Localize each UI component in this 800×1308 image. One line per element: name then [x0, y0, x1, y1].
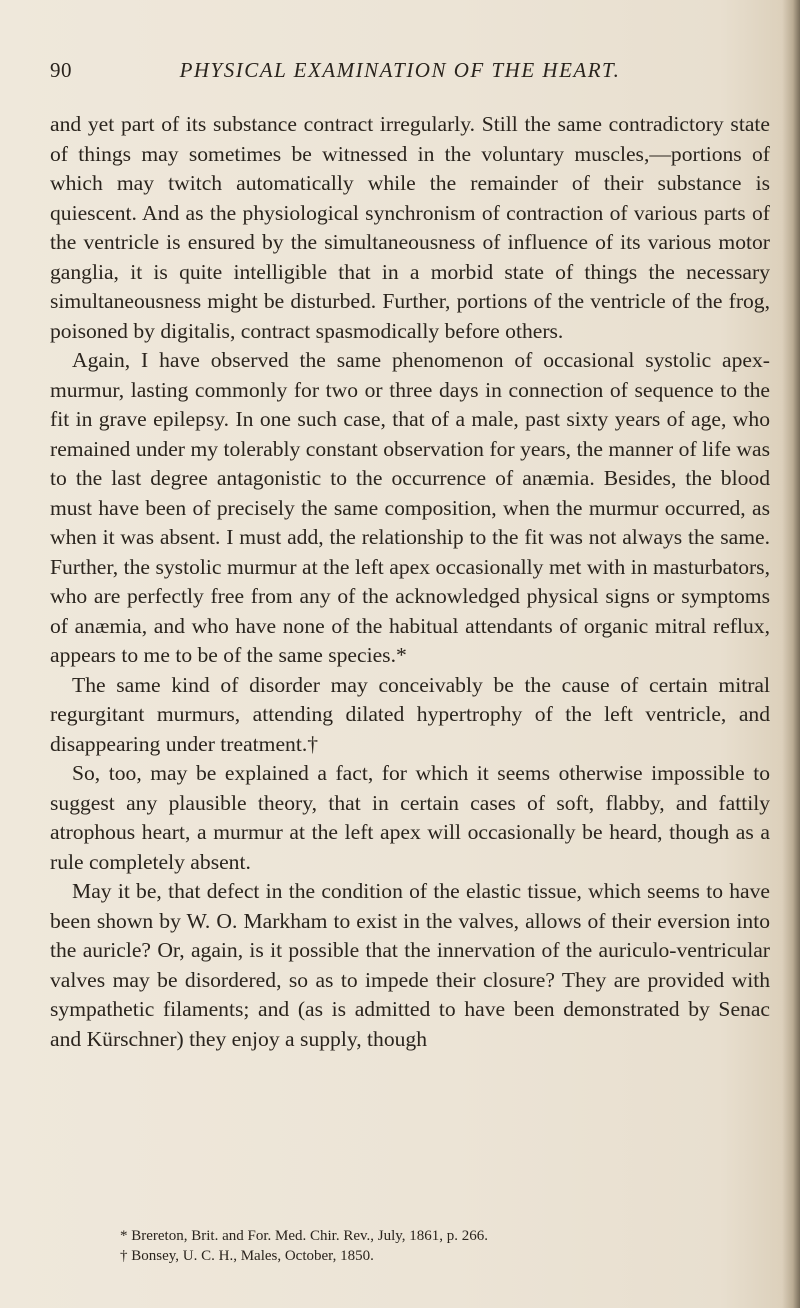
footnote-2: † Bonsey, U. C. H., Males, October, 1850. — [120, 1248, 374, 1264]
page-number: 90 — [50, 58, 72, 82]
body-text — [50, 110, 770, 1054]
paragraph-2: Again, I have observed the same phenomenon of occasional systolic apex-murmur, lasting commonly for two or three days in connection of sequence to the fit in grave epilepsy. In one such case, that of a male, past sixty years of age, who remained under my tolerably constant observation for years, the manner of life was to the last degree antagonistic to the occurrence of anæmia. Besides, the blood must have been of precisely the same composition, when the murmur occurred, as when it was absent. I must add, the relationship to the fit was not always the same. Further, the systolic murmur at the left apex occasionally met with in masturbators, who are perfectly free from any of the acknowledged physical signs or symptoms of anæmia, and who have none of the habitual attendants of organic mitral reflux, appears to me to be of the same species.* — [50, 348, 770, 667]
page-header — [50, 50, 750, 90]
running-head: PHYSICAL EXAMINATION OF THE HEART. — [179, 58, 621, 82]
page-edge-shadow — [782, 0, 800, 1308]
paragraph-5: May it be, that defect in the condition of the elastic tissue, which seems to have been shown by W. O. Markham to exist in the valves, allows of their eversion into the auricle? Or, again, is it possible that the innervation of the auriculo-ventricular valves may be disordered, so as to impede their closure? They are provided with sympathetic filaments; and (as is admitted to have been demonstrated by Senac and Kürschner) they enjoy a supply, though — [50, 879, 770, 1051]
footnotes — [120, 1226, 760, 1266]
paragraph-4: So, too, may be explained a fact, for which it seems otherwise impossible to suggest any plausible theory, that in certain cases of soft, flabby, and fattily atrophous heart, a murmur at the left apex will occasionally be heard, though as a rule completely absent. — [50, 761, 770, 874]
paragraph-3: The same kind of disorder may conceivably be the cause of certain mitral regurgitant murmurs, attending dilated hypertrophy of the left ventricle, and disappearing under treatment.† — [50, 672, 770, 756]
footnote-1: * Brereton, Brit. and For. Med. Chir. Rev., July, 1861, p. 266. — [120, 1228, 489, 1244]
paragraph-1: and yet part of its substance contract irregularly. Still the same contradictory state of things may sometimes be witnessed in the voluntary muscles,—portions of which may twitch automatically while the remainder of their substance is quiescent. And as the physiological synchronism of contraction of various parts of the ventricle is ensured by the simultaneousness of influence of its various motor ganglia, it is quite intelligible that in a morbid state of things the necessary simultaneousness might be disturbed. Further, portions of the ventricle of the frog, poisoned by digitalis, contract spasmodically before others. — [50, 112, 770, 343]
